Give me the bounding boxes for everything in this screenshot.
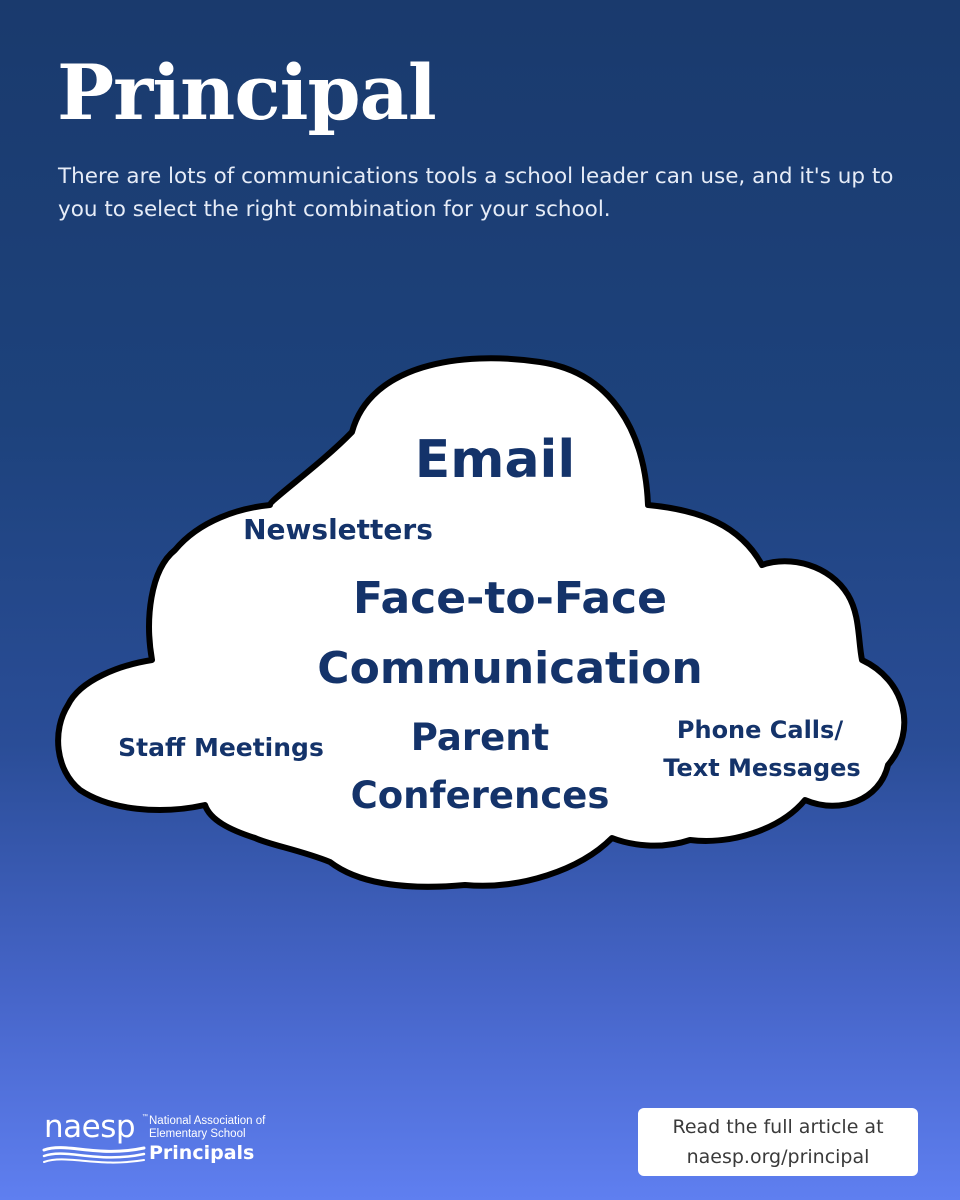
page-title: Principal xyxy=(57,48,436,137)
logo-wordmark: naesp xyxy=(44,1109,136,1145)
tool-parent-conferences-line1: Parent xyxy=(410,716,550,759)
naesp-logo xyxy=(42,1108,272,1168)
logo-org-line2: Elementary School xyxy=(149,1128,246,1140)
tool-parent-conferences-line2: Conferences xyxy=(350,774,610,817)
tool-newsletters: Newsletters xyxy=(243,513,433,546)
tool-staff-meetings: Staff Meetings xyxy=(118,733,324,762)
intro-text: There are lots of communications tools a school leader can use, and it's up to you to select the right combination for your school. xyxy=(58,164,894,222)
wave-icon xyxy=(42,1144,146,1166)
trademark-mark: ™ xyxy=(142,1114,148,1120)
tool-email: Email xyxy=(414,430,576,490)
cta-line1: Read the full article at xyxy=(672,1116,884,1138)
logo-org-line1: National Association of xyxy=(149,1115,266,1127)
tool-face-to-face-line1: Face-to-Face xyxy=(353,573,667,624)
read-article-link[interactable] xyxy=(638,1108,918,1176)
tool-phone-calls-line1: Phone Calls/ xyxy=(676,716,844,744)
cta-url[interactable]: naesp.org/principal xyxy=(686,1146,870,1168)
logo-org-line3: Principals xyxy=(149,1142,255,1164)
tool-phone-calls-line2: Text Messages xyxy=(663,754,861,782)
tool-face-to-face-line2: Communication xyxy=(317,643,703,694)
